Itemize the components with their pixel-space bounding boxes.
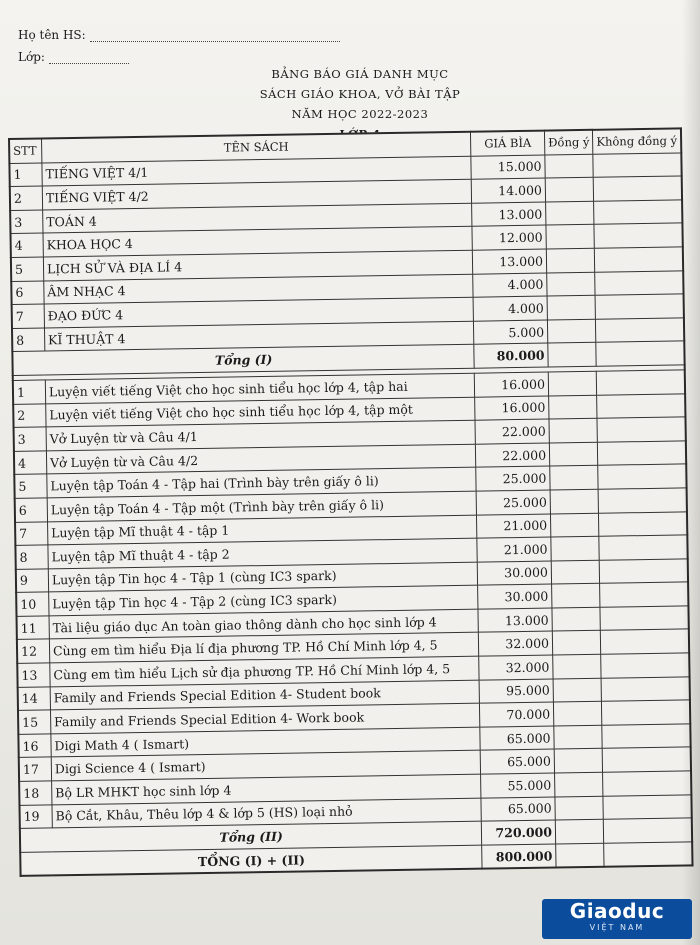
agree-cell — [547, 272, 596, 296]
agree-cell — [549, 442, 598, 466]
disagree-cell — [602, 700, 691, 725]
book-name-cell: Vở Luyện từ và Câu 4/1 — [46, 420, 476, 450]
price-cell: 65.000 — [480, 749, 554, 774]
agree-cell — [555, 796, 604, 820]
price-cell: 95.000 — [479, 679, 553, 704]
agree-cell — [551, 536, 600, 560]
disagree-cell — [596, 318, 685, 343]
stt-cell: 8 — [15, 545, 48, 569]
stt-cell: 2 — [10, 186, 43, 210]
agree-cell — [553, 654, 602, 678]
price-cell: 25.000 — [476, 466, 550, 491]
agree-cell — [546, 248, 595, 272]
price-cell: 16.000 — [474, 372, 548, 397]
price-cell: 65.000 — [481, 797, 555, 822]
agree-cell — [545, 154, 594, 178]
price-table — [8, 127, 694, 877]
col-price-header: GIÁ BÌA — [471, 131, 545, 156]
price-cell: 30.000 — [477, 561, 551, 586]
book-name-cell: Cùng em tìm hiểu Lịch sử địa phương TP. Hồ Chí Minh lớp 4, 5 — [50, 656, 480, 686]
stt-cell: 6 — [15, 498, 48, 522]
book-name-cell: KĨ THUẬT 4 — [44, 321, 474, 351]
agree-cell — [551, 513, 600, 537]
book-name-cell: Cùng em tìm hiểu Địa lí địa phương TP. Hồ Chí Minh lớp 4, 5 — [49, 633, 479, 663]
price-cell: 65.000 — [480, 726, 554, 751]
price-cell: 25.000 — [476, 490, 550, 515]
stt-cell: 10 — [16, 592, 49, 616]
price-cell: 22.000 — [475, 419, 549, 444]
header-title-2: SÁCH GIÁO KHOA, VỞ BÀI TẬP — [259, 87, 461, 101]
price-cell: 13.000 — [473, 249, 547, 274]
book-name-cell: Digi Math 4 ( Ismart) — [51, 727, 481, 757]
book-name-cell: Luyện tập Mĩ thuật 4 - tập 2 — [48, 538, 478, 568]
disagree-cell — [599, 559, 688, 584]
book-name-cell: Bộ Cắt, Khâu, Thêu lớp 4 & lớp 5 (HS) loại nhỏ — [52, 798, 482, 828]
book-name-cell: Luyện viết tiếng Việt cho học sinh tiểu học lớp 4, tập hai — [45, 373, 475, 403]
giaoduc-watermark-logo — [542, 899, 692, 939]
disagree-cell — [594, 200, 683, 225]
header-school-year: NĂM HỌC 2022-2023 — [291, 107, 429, 121]
stt-cell: 11 — [17, 616, 50, 640]
book-name-cell: ÂM NHẠC 4 — [44, 274, 474, 304]
book-name-cell: Luyện tập Toán 4 - Tập hai (Trình bày trên giấy ô li) — [47, 468, 477, 498]
price-cell: 21.000 — [477, 514, 551, 539]
stt-cell: 7 — [15, 521, 48, 545]
book-name-cell: TIẾNG VIỆT 4/1 — [42, 156, 472, 186]
grand-total-disagree-cell — [604, 842, 693, 867]
total-2-price: 720.000 — [482, 820, 556, 845]
disagree-cell — [597, 393, 686, 418]
stt-cell: 14 — [18, 687, 51, 711]
price-cell: 16.000 — [475, 396, 549, 421]
book-name-cell: Luyện tập Toán 4 - Tập một (Trình bày trên giấy ô li) — [47, 491, 477, 521]
stt-cell: 5 — [11, 257, 44, 281]
agree-cell — [555, 772, 604, 796]
grand-total-price: 800.000 — [482, 844, 556, 869]
book-name-cell: Bộ LR MHKT học sinh lớp 4 — [52, 774, 482, 804]
col-agree-header: Đồng ý — [544, 130, 593, 155]
disagree-cell — [599, 511, 688, 536]
agree-cell — [546, 201, 595, 225]
disagree-cell — [602, 724, 691, 749]
price-cell: 22.000 — [476, 443, 550, 468]
disagree-cell — [599, 535, 688, 560]
price-cell: 5.000 — [474, 320, 548, 345]
disagree-cell — [598, 441, 687, 466]
stt-cell: 12 — [17, 639, 50, 663]
class-field — [18, 50, 129, 64]
col-disagree-header: Không đồng ý — [593, 128, 682, 153]
disagree-cell — [603, 771, 692, 796]
disagree-cell — [600, 606, 689, 631]
stt-cell: 18 — [19, 781, 52, 805]
disagree-cell — [597, 417, 686, 442]
price-cell: 12.000 — [472, 225, 546, 250]
disagree-cell — [601, 653, 690, 678]
disagree-cell — [601, 677, 690, 702]
total-2-label: Tổng (II) — [20, 821, 482, 852]
class-label: Lớp: — [18, 50, 45, 64]
student-name-field — [18, 28, 340, 42]
disagree-cell — [593, 176, 682, 201]
agree-cell — [552, 584, 601, 608]
group-1-body — [9, 153, 684, 352]
total-1-agree-cell — [548, 343, 597, 367]
student-name-dotted-line — [90, 31, 340, 42]
price-cell: 4.000 — [473, 273, 547, 298]
stt-cell: 4 — [14, 451, 47, 475]
watermark-brand: Giaoduc — [569, 899, 665, 923]
book-name-cell: Tài liệu giáo dục An toàn giao thông dành cho học sinh lớp 4 — [49, 609, 479, 639]
stt-cell: 8 — [12, 328, 45, 352]
disagree-cell — [594, 223, 683, 248]
book-name-cell: Luyện tập Tin học 4 - Tập 2 (cùng IC3 spark) — [49, 585, 479, 615]
agree-cell — [546, 225, 595, 249]
watermark-sub: VIỆT NAM — [589, 923, 645, 932]
stt-cell: 3 — [14, 427, 47, 451]
total-1-label: Tổng (I) — [12, 345, 474, 376]
price-cell: 14.000 — [471, 178, 545, 203]
agree-cell — [550, 466, 599, 490]
book-name-cell: Vở Luyện từ và Câu 4/2 — [46, 444, 476, 474]
disagree-cell — [598, 488, 687, 513]
price-cell: 4.000 — [473, 296, 547, 321]
col-name-header: TÊN SÁCH — [41, 132, 471, 163]
book-name-cell: LỊCH SỬ VÀ ĐỊA LÍ 4 — [43, 250, 473, 280]
agree-cell — [547, 319, 596, 343]
stt-cell: 3 — [10, 210, 43, 234]
agree-cell — [552, 607, 601, 631]
book-name-cell: Luyện tập Tin học 4 - Tập 1 (cùng IC3 spark) — [48, 562, 478, 592]
disagree-cell — [595, 270, 684, 295]
disagree-cell — [602, 747, 691, 772]
book-name-cell: KHOA HỌC 4 — [43, 227, 473, 257]
agree-cell — [554, 749, 603, 773]
stt-cell: 16 — [18, 734, 51, 758]
agree-cell — [547, 295, 596, 319]
book-name-cell: Luyện viết tiếng Việt cho học sinh tiểu học lớp 4, tập một — [46, 397, 476, 427]
total-2-disagree-cell — [604, 818, 693, 843]
agree-cell — [553, 701, 602, 725]
page-edge-shadow — [682, 0, 700, 945]
book-name-cell: Digi Science 4 ( Ismart) — [51, 751, 481, 781]
stt-cell: 13 — [17, 663, 50, 687]
price-cell: 32.000 — [479, 655, 553, 680]
price-cell: 13.000 — [478, 608, 552, 633]
agree-cell — [553, 678, 602, 702]
stt-cell: 5 — [14, 474, 47, 498]
price-cell: 13.000 — [472, 202, 546, 227]
stt-cell: 1 — [9, 163, 42, 187]
stt-cell: 15 — [18, 710, 51, 734]
disagree-cell — [595, 247, 684, 272]
book-name-cell: Family and Friends Special Edition 4- Work book — [50, 703, 480, 733]
disagree-cell — [603, 794, 692, 819]
price-cell: 30.000 — [478, 584, 552, 609]
price-cell: 32.000 — [479, 631, 553, 656]
agree-cell — [549, 418, 598, 442]
stt-cell: 2 — [13, 403, 46, 427]
price-cell: 55.000 — [481, 773, 555, 798]
stt-cell: 7 — [12, 304, 45, 328]
book-name-cell: TOÁN 4 — [43, 203, 473, 233]
disagree-cell — [595, 294, 684, 319]
agree-cell — [550, 489, 599, 513]
price-cell: 15.000 — [471, 155, 545, 180]
stt-cell: 4 — [11, 233, 44, 257]
total-2-agree-cell — [555, 819, 604, 843]
stt-cell: 17 — [19, 757, 52, 781]
stt-cell: 1 — [13, 380, 46, 404]
stt-cell: 9 — [16, 569, 49, 593]
header-title-1: BẢNG BÁO GIÁ DANH MỤC — [271, 67, 449, 81]
agree-cell — [545, 177, 594, 201]
total-1-price: 80.000 — [474, 343, 548, 368]
grand-total-label: TỔNG (I) + (II) — [20, 845, 482, 876]
agree-cell — [551, 560, 600, 584]
book-name-cell: Luyện tập Mĩ thuật 4 - tập 1 — [47, 515, 477, 545]
agree-cell — [554, 725, 603, 749]
group-2-body — [13, 370, 692, 829]
agree-cell — [548, 371, 597, 395]
col-stt-header: STT — [9, 138, 42, 163]
disagree-cell — [600, 582, 689, 607]
disagree-cell — [593, 153, 682, 178]
book-name-cell: ĐẠO ĐỨC 4 — [44, 297, 474, 327]
stt-cell: 19 — [19, 805, 52, 829]
disagree-cell — [601, 629, 690, 654]
book-name-cell: Family and Friends Special Edition 4- Student book — [50, 680, 480, 710]
agree-cell — [552, 631, 601, 655]
disagree-cell — [597, 370, 686, 395]
price-cell: 70.000 — [480, 702, 554, 727]
class-dotted-line — [49, 53, 129, 64]
price-cell: 21.000 — [477, 537, 551, 562]
disagree-cell — [598, 464, 687, 489]
student-name-label: Họ tên HS: — [18, 28, 86, 42]
book-name-cell: TIẾNG VIỆT 4/2 — [42, 179, 472, 209]
agree-cell — [549, 395, 598, 419]
stt-cell: 6 — [11, 281, 44, 305]
total-1-disagree-cell — [596, 341, 685, 366]
grand-total-agree-cell — [556, 843, 605, 868]
